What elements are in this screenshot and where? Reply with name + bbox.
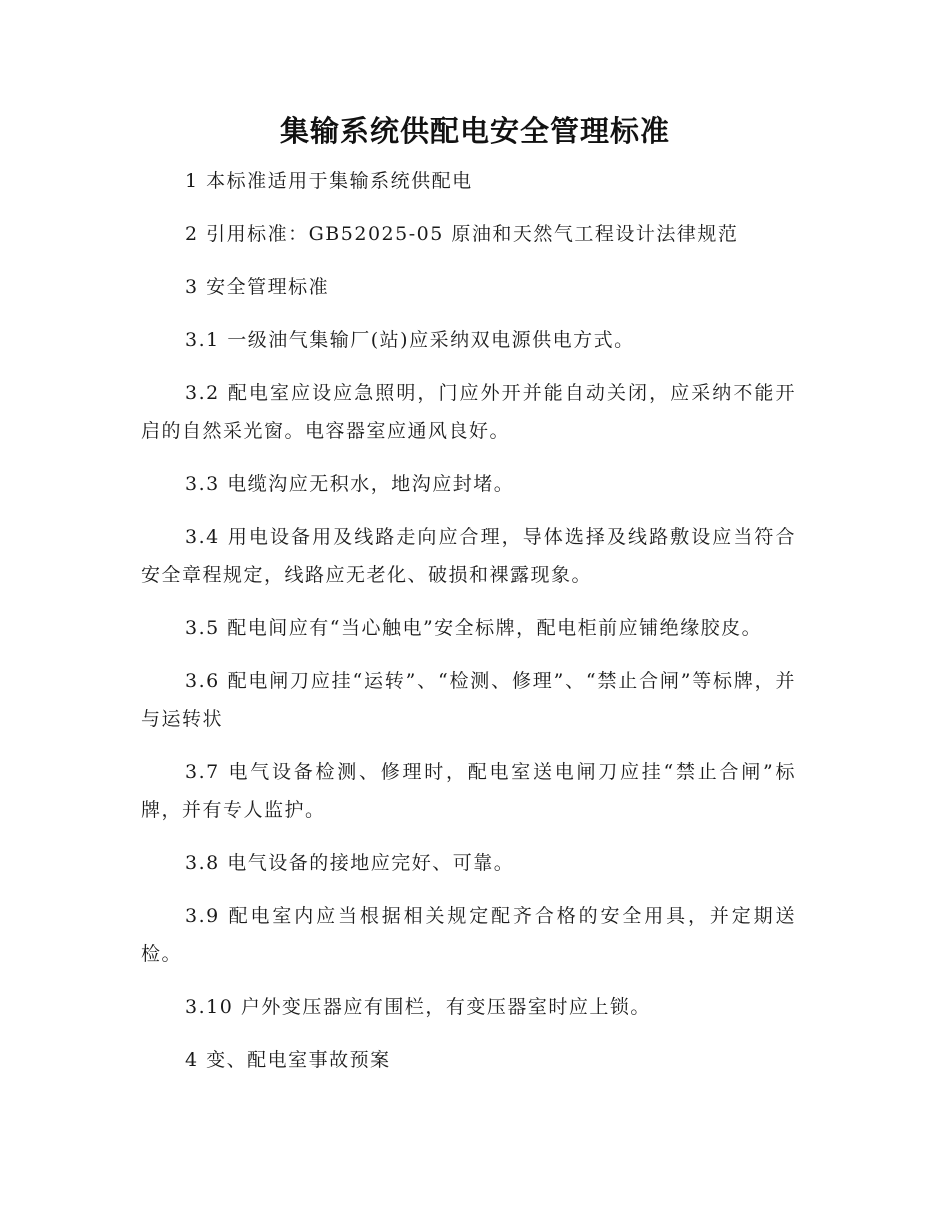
paragraph-4: 4 变、配电室事故预案 <box>185 1049 391 1071</box>
paragraph-3-8: 3.8 电气设备的接地应完好、可靠。 <box>185 852 515 874</box>
paragraph-2: 2 引用标准：GB52025-05 原油和天然气工程设计法律规范 <box>185 223 739 245</box>
paragraph-3-3: 3.3 电缆沟应无积水，地沟应封堵。 <box>185 473 515 495</box>
document-title: 集输系统供配电安全管理标准 <box>279 114 670 148</box>
paragraph-3-1: 3.1 一级油气集输厂(站)应采纳双电源供电方式。 <box>185 329 635 351</box>
paragraph-3-9: 3.9 配电室内应当根据相关规定配齐合格的安全用具，并定期送检。 <box>141 905 796 965</box>
paragraph-3-5: 3.5 配电间应有“当心触电”安全标牌，配电柜前应铺绝缘胶皮。 <box>185 617 763 639</box>
document-body <box>141 162 796 1094</box>
paragraph-1: 1 本标准适用于集输系统供配电 <box>185 170 473 192</box>
paragraph-3-6: 3.6 配电闸刀应挂“运转”、“检测、修理”、“禁止合闸”等标牌，并与运转状 <box>141 670 796 730</box>
paragraph-3-2: 3.2 配电室应设应急照明，门应外开并能自动关闭，应采纳不能开启的自然采光窗。电容器室应通风良好。 <box>141 382 796 442</box>
paragraph-3-10: 3.10 户外变压器应有围栏，有变压器室时应上锁。 <box>185 996 651 1018</box>
paragraph-3-4: 3.4 用电设备用及线路走向应合理，导体选择及线路敷设应当符合安全章程规定，线路应无老化、破损和裸露现象。 <box>141 526 796 586</box>
paragraph-3: 3 安全管理标准 <box>185 276 330 298</box>
paragraph-3-7: 3.7 电气设备检测、修理时，配电室送电闸刀应挂“禁止合闸”标牌，并有专人监护。 <box>141 761 796 821</box>
